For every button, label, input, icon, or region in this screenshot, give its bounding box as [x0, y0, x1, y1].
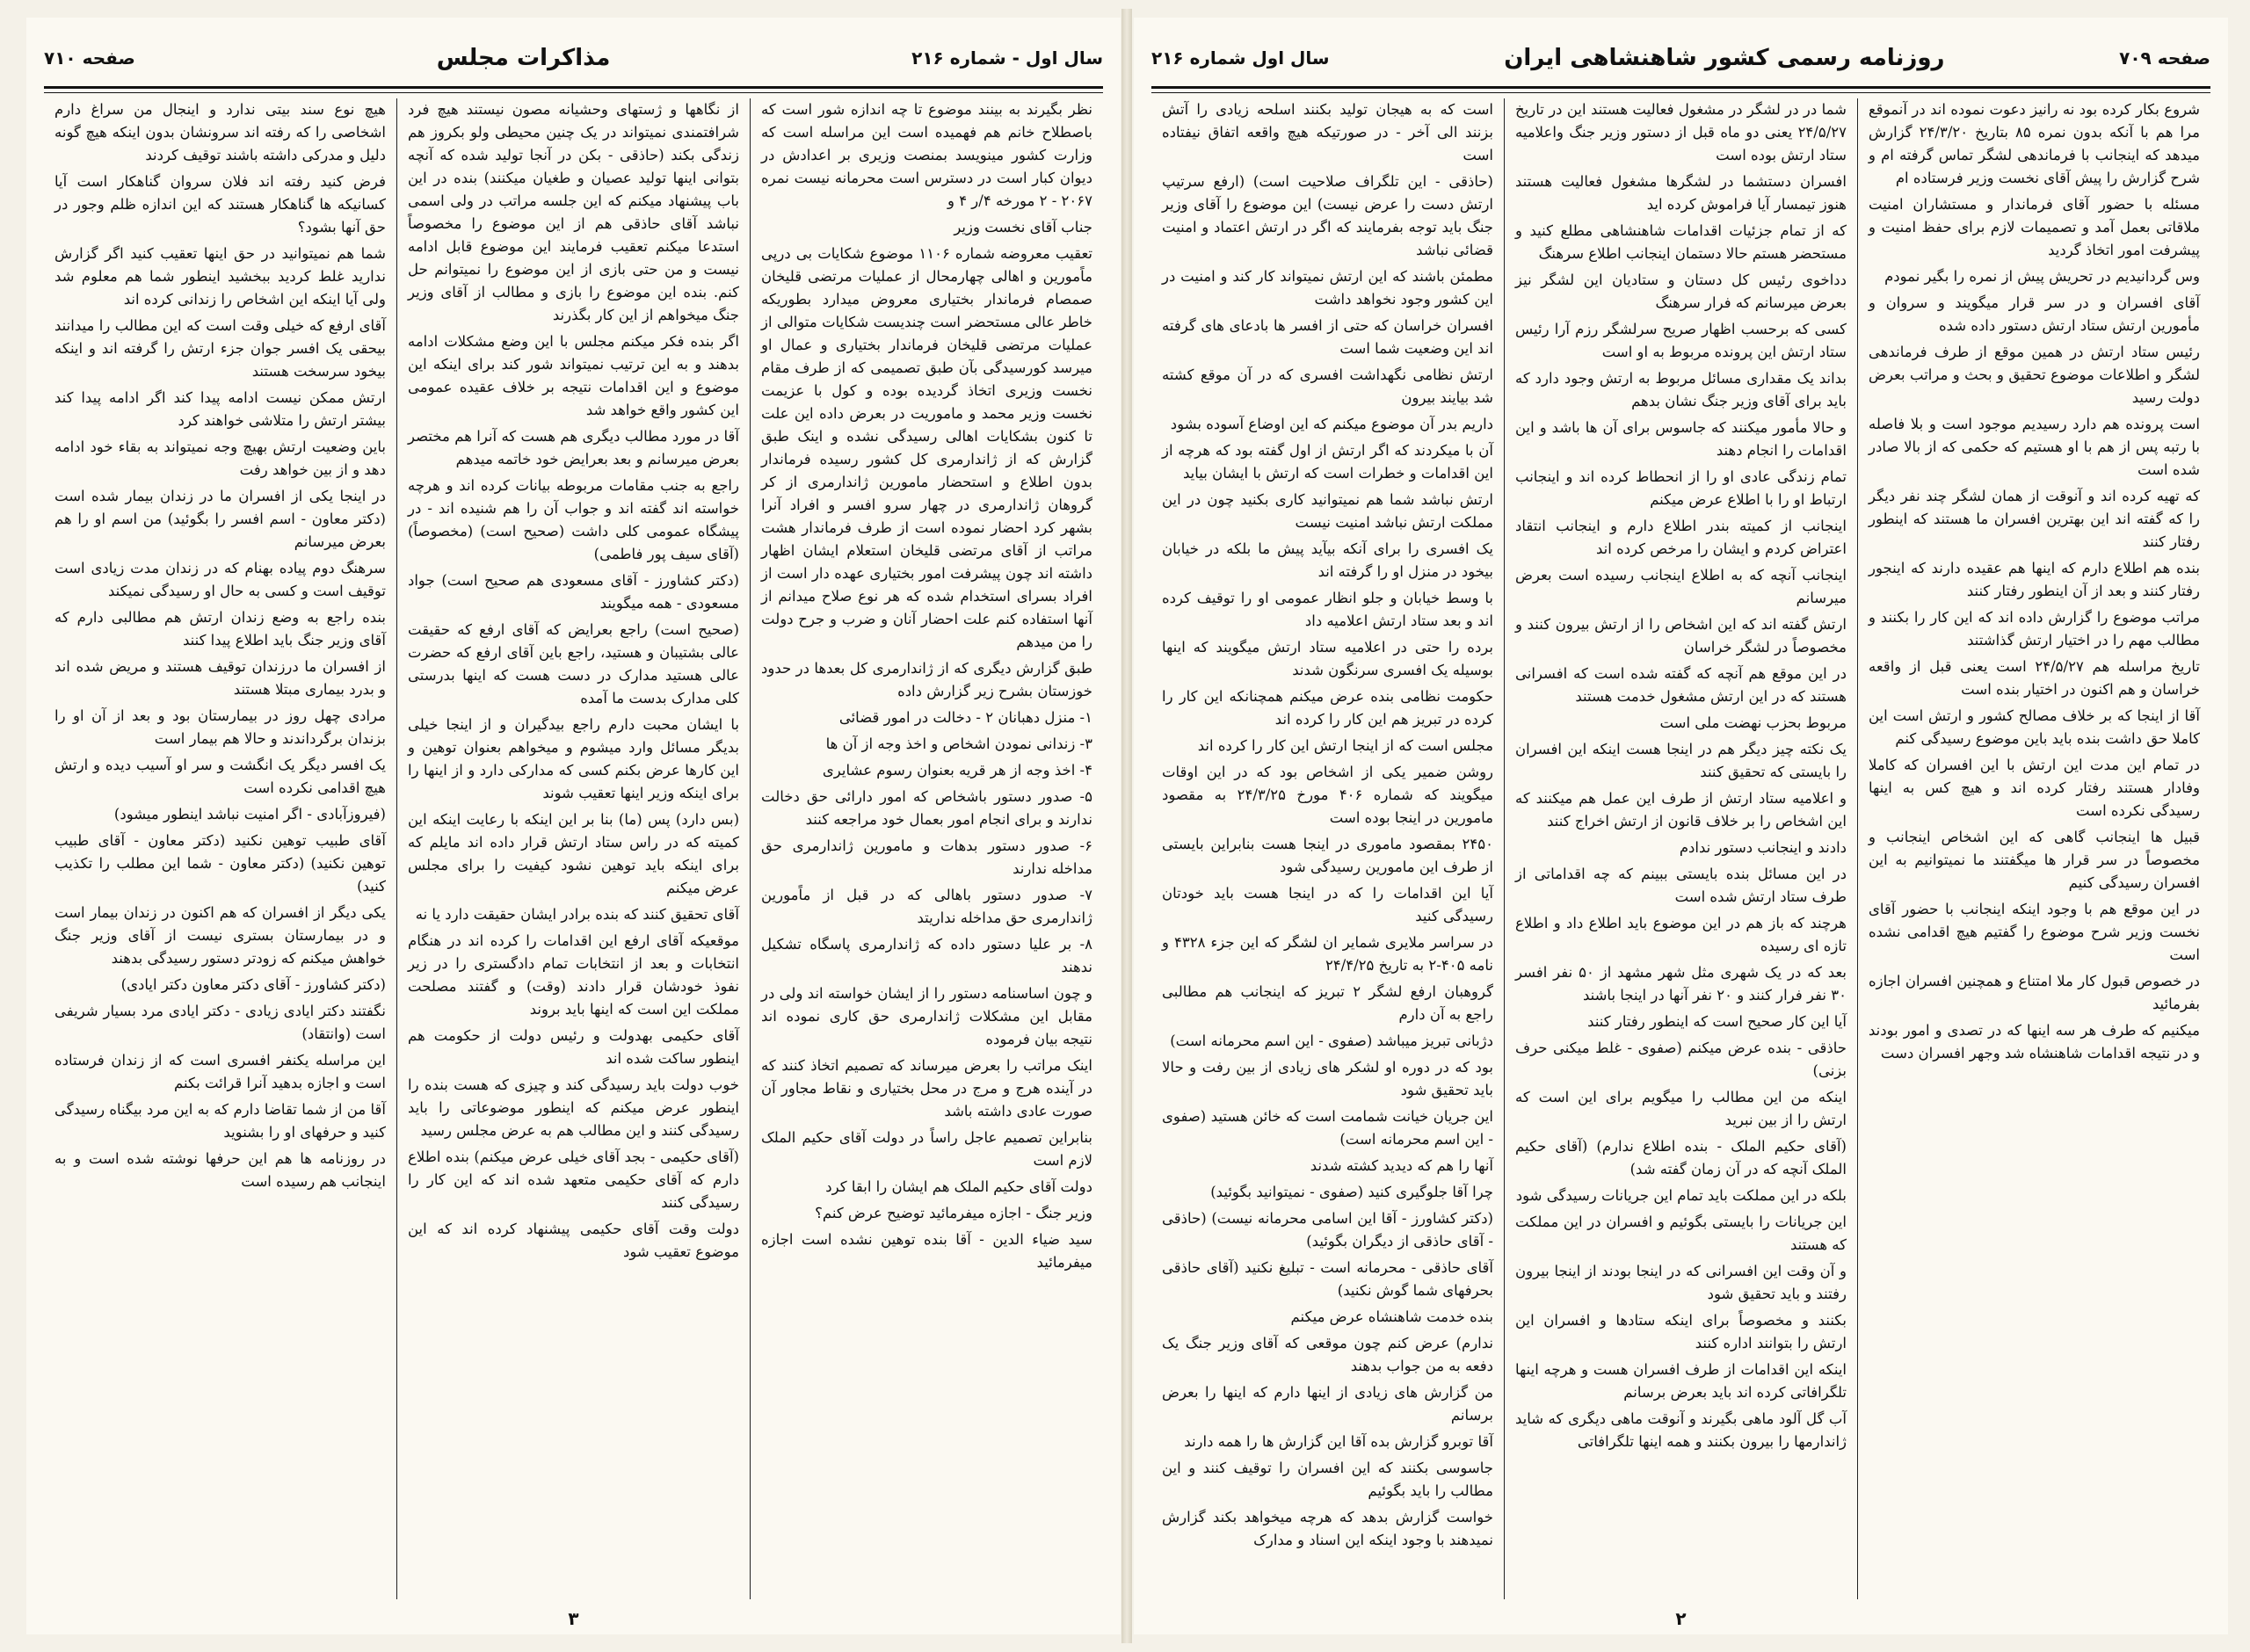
- article-paragraph: از افسران ما درزندان توقیف هستند و مریض شده اند و بدرد بیماری مبتلا هستند: [54, 658, 386, 698]
- article-paragraph: دژبانی تبریز میباشد (صفوی - این اسم محرمانه است): [1170, 1032, 1493, 1049]
- right-page-number: ۲: [1675, 1608, 1687, 1629]
- left-header-rule: [44, 86, 1103, 93]
- article-paragraph: است که به هیجان تولید بکنند اسلحه زیادی را آتش بزنند الی آخر - در صورتیکه هیچ واقعه اتفاق نیفتاده است: [1162, 101, 1493, 163]
- article-paragraph: وزیر جنگ - اجازه میفرمائید توضیح عرض کنم؟: [815, 1205, 1092, 1221]
- article-paragraph: آقا توبرو گزارش بده آقا این گزارش ها را همه دارند: [1184, 1433, 1493, 1450]
- article-paragraph: (حاذقی - این تلگراف صلاحیت است) (ارفع سرتیپ ارتش دست را عرض نیست) این موضوع را آقای وزیر جنگ باید توجه بفرمایند که اگر در ارتش اعتماد و امنیت قضائی نباشد: [1162, 173, 1493, 258]
- article-paragraph: (صحیح است) راجع بعرایض که آقای ارفع که حقیقت عالی بشتیبان و هستید، راجع باین آقای ارفع که حضرت عالی هستید مدارک در دست هست که اینها بدرستی کلی مدارک بدست ما آمده: [408, 621, 739, 706]
- article-paragraph: (دکتر کشاورز - آقای مسعودی هم صحیح است) جواد مسعودی - همه میگویند: [408, 572, 739, 612]
- article-paragraph: طبق گزارش دیگری که از ژاندارمری کل بعدها در حدود خوزستان بشرح زیر گزارش داده: [761, 660, 1092, 699]
- article-paragraph: جاسوسی بکنند که این افسران را توقیف کنند و این مطالب را باید بگوئیم: [1162, 1460, 1493, 1499]
- article-paragraph: این جریان خیانت شمامت است که خائن هستید (صفوی - این اسم محرمانه است): [1162, 1108, 1493, 1148]
- article-paragraph: (فیروزآبادی - اگر امنیت نباشد اینطور میشود): [113, 806, 386, 822]
- article-paragraph: با ایشان محبت دارم راجع بیدگیران و از اینجا خیلی بدیگر مسائل وارد میشوم و میخواهم بعنوان توهین و این کارها عرض بکنم کسی که مدارکی دارد و از اینها را برای اینکه وزیر اینها تعقیب شوند: [408, 716, 739, 801]
- left-page-column-1: [750, 98, 1103, 1599]
- article-paragraph: (دکتر کشاورز - آقا این اسامی محرمانه نیست) (حاذقی - آقای حاذقی از دیگران بگوئید): [1162, 1210, 1493, 1250]
- article-paragraph: مرادی چهل روز در بیمارستان بود و بعد از آن او را بزندان برگرداندند و حالا هم بیمار است: [54, 707, 386, 747]
- article-paragraph: راجع به جنب مقامات مربوطه بیانات کرده اند و هرچه خواسته اند گفته اند و جواب آن را هم شنیده اند - در پیشگاه عمومی کلی داشت (صحیح است) (مخصوصاً) (آقای سیف پور فاطمی): [408, 477, 739, 562]
- article-paragraph: جناب آقای نخست وزیر: [954, 219, 1092, 235]
- article-paragraph: خواست گزارش بدهد که هرچه میخواهد بکند گزارش نمیدهند با وجود اینکه این اسناد و مدارک: [1162, 1509, 1493, 1548]
- article-paragraph: دولت آقای حکیم الملک هم ایشان را ابقا کرد: [825, 1178, 1092, 1195]
- right-page: [1134, 18, 2228, 1634]
- article-paragraph: و اعلامیه ستاد ارتش از طرف این عمل هم میکنند که این اشخاص را بر خلاف قانون از ارتش اخراج کنند: [1515, 790, 1847, 830]
- article-paragraph: ۵- صدور دستور باشخاص که امور دارائی حق دخالت ندارند و برای انجام امور بعمال خود مراجعه کنند: [761, 788, 1092, 828]
- article-paragraph: که از تمام جزئیات اقدامات شاهنشاهی مطلع کنید و مستحضر هستم حالا دستمان اینجانب اطلاع سرهنگ: [1515, 222, 1847, 262]
- article-paragraph: خوب دولت باید رسیدگی کند و چیزی که هست بنده را اینطور عرض میکنم که اینطور موضوعاتی را باید رسیدگی کنند و این مطالب هم به عرض مجلس رسید: [408, 1076, 739, 1139]
- article-paragraph: این جریانات را بایستی بگوئیم و افسران در این مملکت که هستند: [1515, 1214, 1847, 1253]
- article-paragraph: بنده هم اطلاع دارم که اینها هم عقیده دارند که اینجور رفتار کنند و بعد از آن اینطور رفتار کنند: [1869, 560, 2200, 599]
- article-paragraph: از نگاهها و ژستهای وحشیانه مصون نیستند هیچ فرد شرافتمندی نمیتواند در یک چنین محیطی ولو بکروز هم زندگی بکند (حاذقی - بکن در آنجا تولید شده که آنچه بتوانی اینها تولید عصیان و طغیان میکنند) بنده در این باب پیشنهاد میکنم که این جلسه مراتب در ولی اسمی نباشد آقای حاذقی هم از این موضوع را مخصوصاً استدعا میکنم تعقیب فرمایند این موضوع قابل ادامه نیست و من حتی بازی از این موضوع را نمیتوانم حل کنم. بنده این موضوع را بازی و مطالب از آقای وزیر جنگ میخواهم از این کار بگذرند: [408, 101, 739, 323]
- article-paragraph: حکومت نظامی بنده عرض میکنم همچنانکه این کار را کرده در تبریز هم این کار را کرده اند: [1162, 688, 1493, 728]
- page-gutter: [1121, 9, 1132, 1643]
- right-page-column-3: [1151, 98, 1504, 1599]
- article-paragraph: ۴- اخذ وجه از هر قریه بعنوان رسوم عشایری: [822, 762, 1092, 779]
- right-page-columns: [1151, 98, 2210, 1599]
- article-paragraph: یک افسر دیگر یک انگشت و سر او آسیب دیده و ارتش هیچ اقدامی نکرده است: [54, 757, 386, 796]
- article-paragraph: بنده راجع به وضع زندان ارتش هم مطالبی دارم که آقای وزیر جنگ باید اطلاع پیدا کنند: [54, 609, 386, 648]
- article-paragraph: آقا از اینجا که بر خلاف مصالح کشور و ارتش است این کاملا حق داشت بنده باید باین موضوع رسیدگی کنم: [1869, 707, 2200, 747]
- right-page-header: [1151, 33, 2210, 83]
- article-paragraph: آقای حاذقی - محرمانه است - تبلیغ نکنید (آقای حاذقی بحرفهای شما گوش نکنید): [1162, 1259, 1493, 1299]
- article-paragraph: من گزارش های زیادی از اینها دارم که اینها را بعرض برسانم: [1162, 1384, 1493, 1424]
- article-paragraph: اینجانب از کمیته بندر اطلاع دارم و اینجانب انتقاد اعتراض کردم و ایشان را مرخص کرده اند: [1515, 518, 1847, 557]
- article-paragraph: بکنند و مخصوصاً برای اینکه ستادها و افسران این ارتش را بتوانند اداره کنند: [1515, 1312, 1847, 1351]
- left-page-title: مذاکرات مجلس: [436, 45, 611, 71]
- article-paragraph: این مراسله یکنفر افسری است که از زندان فرستاده است و اجازه بدهید آنرا قرائت بکنم: [54, 1052, 386, 1091]
- article-paragraph: ارتش ممکن نیست ادامه پیدا کند اگر ادامه پیدا کند بیشتر ارتش را متلاشی خواهند کرد: [54, 389, 386, 429]
- article-paragraph: اگر بنده فکر میکنم مجلس با این وضع مشکلات ادامه بدهند و به این ترتیب نمیتواند شور کند برای اینکه این موضوع و این اقدامات نتیجه بر خلاف عقیده عمومی این کشور واقع خواهد شد: [408, 333, 739, 418]
- article-paragraph: تمام زندگی عادی او را از انحطاط کرده اند و اینجانب ارتباط او را با اطلاع عرض میکنم: [1515, 468, 1847, 508]
- article-paragraph: اینکه من این مطالب را میگویم برای این است که ارتش را از بین نبرید: [1515, 1089, 1847, 1128]
- article-paragraph: کسی که برحسب اظهار صریح سرلشگر رزم آرا رئیس ستاد ارتش این پرونده مربوط به او است: [1515, 321, 1847, 360]
- left-page-column-2: [396, 98, 750, 1599]
- article-paragraph: است پرونده هم دارد رسیدیم موجود است و بلا فاصله با رتبه پس از هم با او هستیم که حکمی که از بالا صادر شده است: [1869, 416, 2200, 478]
- left-page-columns: [44, 98, 1103, 1599]
- article-paragraph: ۷- صدور دستور باهالی که در قبل از ماًمورین ژاندارمری حق مداخله نداریتد: [761, 887, 1092, 926]
- article-paragraph: در این موقع هم آنچه که گفته شده است که افسرانی هستند که در این ارتش مشغول خدمت هستند: [1515, 665, 1847, 705]
- article-paragraph: مسئله با حضور آقای فرماندار و مستشاران امنیت ملاقاتی بعمل آمد و تصمیمات لازم برای حفظ امنیت و پیشرفت امور اتخاذ گردید: [1869, 196, 2200, 258]
- article-paragraph: که تهیه کرده اند و آنوقت از همان لشگر چند نفر دیگر را که گفته اند این بهترین افسران ما هستند که اینطور رفتار کنند: [1869, 488, 2200, 550]
- article-paragraph: (آقای حکیمی - بجد آقای خیلی عرض میکنم) بنده اطلاع دارم که آقای حکیمی متعهد شده اند که این کار را رسیدگی کنند: [408, 1148, 739, 1211]
- article-paragraph: مربوط بحزب نهضت ملی است: [1659, 714, 1847, 731]
- article-paragraph: در خصوص قبول کار ملا امتناع و همچنین افسران اجازه بفرمائید: [1869, 973, 2200, 1012]
- article-paragraph: مجلس است که از اینجا ارتش این کار را کرده اند: [1197, 737, 1493, 754]
- article-paragraph: تاریخ مراسله هم ۲۴/۵/۲۷ است یعنی قبل از واقعه خراسان و هم اکنون در اختیار بنده است: [1869, 658, 2200, 698]
- article-paragraph: ۳- زندانی نمودن اشخاص و اخذ وجه از آن ها: [825, 735, 1092, 752]
- article-paragraph: و چون اساسنامه دستور را از ایشان خواسته اند ولی در مقابل این مشکلات ژاندارمری حق کاری نموده اند نتیجه بیان فرموده: [761, 985, 1092, 1047]
- right-page-column-2: [1504, 98, 1857, 1599]
- article-paragraph: در این موقع هم با وجود اینکه اینجانب با حضور آقای نخست وزیر شرح موضوع را گفتیم هیچ اقدامی نشده است: [1869, 901, 2200, 963]
- article-paragraph: مطمئن باشند که این ارتش نمیتواند کار کند و امنیت در این کشور وجود نخواهد داشت: [1162, 268, 1493, 308]
- article-paragraph: ارتش نباشد شما هم نمیتوانید کاری بکنید چون در این مملکت ارتش نباشد امنیت نیست: [1162, 491, 1493, 531]
- right-header-rule: [1151, 86, 2210, 93]
- article-paragraph: حاذقی - بنده عرض میکنم (صفوی - غلط میکنی حرف بزنی): [1515, 1040, 1847, 1079]
- left-page-header: [44, 33, 1103, 83]
- article-paragraph: و آن وقت این افسرانی که در اینجا بودند از اینجا بیرون رفتند و باید تحقیق شود: [1515, 1263, 1847, 1302]
- article-paragraph: اینجانب آنچه که به اطلاع اینجانب رسیده است بعرض میرسانم: [1515, 567, 1847, 606]
- article-paragraph: ارتش گفته اند که این اشخاص را از ارتش بیرون کنند و مخصوصاً در لشگر خراسان: [1515, 616, 1847, 656]
- article-paragraph: هیچ نوع سند بیتی ندارد و اینجال من سراغ دارم اشخاصی را که رفته اند سرونشان بدون اینکه هیچ گونه دلیل و مدرکی داشته باشند توقیف کردند: [54, 101, 386, 163]
- article-paragraph: آنها را هم که دیدید کشته شدند: [1310, 1157, 1493, 1174]
- article-paragraph: میکنیم که طرف هر سه اینها که در تصدی و امور بودند و در نتیجه اقدامات شاهنشاه شد وجهر افسران دست: [1869, 1022, 2200, 1061]
- article-paragraph: قبیل ها اینجانب گاهی که این اشخاص اینجانب و مخصوصاً در سر قرار ها میگفتند ما نمیتوانیم به این افسران رسیدگی کنیم: [1869, 829, 2200, 891]
- article-paragraph: هرچند که باز هم در این موضوع باید اطلاع داد و اطلاع تازه ای رسیده: [1515, 915, 1847, 954]
- article-paragraph: آقای ارفع که خیلی وقت است که این مطالب را میدانند بیحقی یک افسر جوان جزء ارتش را گرفته اند و اینکه بیخود سرسخت هستند: [54, 317, 386, 380]
- left-page: [26, 18, 1121, 1634]
- article-paragraph: ۶- صدور دستور بدهات و مامورین ژاندارمری حق مداخله ندارند: [761, 837, 1092, 877]
- article-paragraph: ارتش نظامی نگهداشت افسری که در آن موقع کشته شد بیایند بیرون: [1162, 366, 1493, 406]
- article-paragraph: ۲۴۵۰ بمقصود ماموری در اینجا هست بنابراین بایستی از طرف این مامورین رسیدگی شود: [1162, 836, 1493, 875]
- article-paragraph: آیا این کار صحیح است که اینطور رفتار کنند: [1587, 1013, 1847, 1030]
- article-paragraph: در تمام این مدت این ارتش با این افسران که کاملا وفادار هستند رفتار کرده اند و هیچ کس به اینها رسیدگی نکرده است: [1869, 757, 2200, 819]
- left-page-column-3: [44, 98, 396, 1599]
- article-paragraph: افسران دستشما در لشگرها مشغول فعالیت هستند هنوز تیمسار آیا فراموش کرده اید: [1515, 173, 1847, 213]
- right-page-column-1: [1857, 98, 2210, 1599]
- article-paragraph: آقای حکیمی بهدولت و رئیس دولت از حکومت هم اینطور ساکت شده اند: [408, 1027, 739, 1067]
- article-paragraph: بنده خدمت شاهنشاه عرض میکنم: [1290, 1308, 1493, 1325]
- article-paragraph: یکی دیگر از افسران که هم اکنون در زندان بیمار است و در بیمارستان بستری نیست از آقای وزیر جنگ خواهش میکنم که زودتر دستور رسیدگی بدهند: [54, 904, 386, 967]
- right-page-title: روزنامه رسمی کشور شاهنشاهی ایران: [1504, 45, 1945, 71]
- article-paragraph: شروع بکار کرده بود نه رانیز دعوت نموده اند در آنموقع مرا هم با آنکه بدون نمره ۸۵ بتاریخ ۲۴/۳/۲۰ گزارش میدهد که اینجانب با فرماندهی لشگر تماس گرفته ام و شرح گزارش را پیش آقای نخست وزیر فرستاده ام: [1869, 101, 2200, 186]
- article-paragraph: یک افسری را برای آنکه بیآید پیش ما بلکه در خیابان بیخود در منزل او را گرفته اند: [1162, 540, 1493, 580]
- article-paragraph: چرا آقا جلوگیری کنید (صفوی - نمیتوانید بگوئید): [1210, 1184, 1493, 1200]
- article-paragraph: تعقیب معروضه شماره ۱۱۰۶ موضوع شکایات بی درپی ماًمورین و اهالی چهارمحال از عملیات مرتضی قلیخان صمصام فرماندار بختیاری معروض میدارد بطوریکه خاطر عالی مستحضر است چندیست شکایات متوالی از عملیات مرتضی قلیخان فرماندار بختیاری و عمال او میرسد کورسیدگی بآن طبق تصمیمی که از طرف مقام نخست وزیری اتخاذ گردیده بوده و کول با عزیمت نخست وزیر محمد و ماموریت در بعرض داده این علت تا کنون بشکایات اهالی رسیدگی نشده و اینک طبق گزارش که از ژاندارمری کل کشور رسیده فرماندار بدون اطلاع و استحضار مامورین ژاندارمری از کر گروهان ژاندارمری در چهار سرو افسر و افراد آنرا بشهر کرد احضار نموده است از طرف فرماندار هشت مراتب از آقای مرتضی قلیخان استعلام ایشان اظهار داشته اند چون پیشرفت امور بختیاری عهده دار است از افراد بسرای استخدام شده که هر نوع صلاح میدانم از آنها استفاده کنم علت احضار آنان و ضرب و جرح دولت را من میدهم: [761, 245, 1092, 650]
- article-paragraph: مراتب موضوع را گزارش داده اند که این کار را بکنند و مطالب مهم را در اختیار ارتش گذاشتند: [1869, 609, 2200, 648]
- article-paragraph: روشن ضمیر یکی از اشخاص بود که در این اوقات میگویند که شماره ۴۰۶ مورخ ۲۴/۳/۲۵ به مقصود مامورین در اینجا بوده است: [1162, 764, 1493, 826]
- article-paragraph: ۱- منزل دهبانان ۲ - دخالت در امور قضائی: [838, 709, 1092, 726]
- article-paragraph: با وسط خیابان و جلو انظار عمومی او را توقیف کرده اند و بعد ستاد ارتش اعلامیه داد: [1162, 590, 1493, 629]
- article-paragraph: بعد که در یک شهری مثل شهر مشهد از ۵۰ نفر افسر ۳۰ نفر فرار کنند و ۲۰ نفر آنها در اینجا باشند: [1515, 964, 1847, 1004]
- article-paragraph: اینک مراتب را بعرض میرساند که تصمیم اتخاذ کنند که در آینده هرج و مرج در محل بختیاری و نقاط مجاور آن صورت عادی داشته باشد: [761, 1057, 1092, 1119]
- article-paragraph: داریم بدر آن موضوع میکنم که این اوضاع آسوده بشود: [1170, 416, 1493, 432]
- left-page-issue: سال اول - شماره ۲۱۶: [911, 47, 1103, 69]
- article-paragraph: بلکه در این مملکت باید تمام این جریانات رسیدگی شود: [1515, 1187, 1847, 1204]
- article-paragraph: (دکتر کشاورز - آقای دکتر معاون دکتر ایادی): [120, 976, 386, 993]
- left-page-number: ۳: [568, 1608, 579, 1629]
- article-paragraph: آقای طبیب توهین نکنید (دکتر معاون - آقای طبیب توهین نکنید) (دکتر معاون - شما این مطلب را تکذیب کنید): [54, 832, 386, 895]
- article-paragraph: فرض کنید رفته اند فلان سروان گناهکار است آیا کسانیکه ها گناهکار هستند که این اندازه ظلم وجور در حق آنها بشود؟: [54, 173, 386, 235]
- article-paragraph: موقعیکه آقای ارفع این اقدامات را کرده اند در هنگام انتخابات و بعد از انتخابات تمام دادگستری را در زیر نفوذ خودشان قرار دادند (وقت) و گفتند مصلحت مملکت این است که اینها باید بروند: [408, 932, 739, 1018]
- right-page-label: صفحه ۷۰۹: [2119, 47, 2210, 69]
- article-paragraph: آیا این اقدامات را که در اینجا هست باید خودتان رسیدگی کنید: [1162, 885, 1493, 924]
- article-paragraph: اینکه این اقدامات از طرف افسران هست و هرچه اینها تلگرافاتی کرده اند باید بعرض برسانم: [1515, 1361, 1847, 1401]
- article-paragraph: بود که در دوره او لشکر های زیادی از بین رفت و حالا باید تحقیق شود: [1162, 1059, 1493, 1098]
- article-paragraph: برده را حتی در اعلامیه ستاد ارتش میگویند که اینها بوسیله یک افسری سرنگون شدند: [1162, 639, 1493, 678]
- article-paragraph: در سراسر ملایری شمایر ان لشگر که این جزء ۴۳۲۸ و نامه ۴۰۵-۲ به تاریخ ۲۴/۴/۲۵: [1162, 934, 1493, 974]
- article-paragraph: در اینجا یکی از افسران ما در زندان بیمار شده است (دکتر معاون - اسم افسر را بگوئید) من اسم او را هم بعرض میرسانم: [54, 488, 386, 550]
- article-paragraph: (بس دارد) پس (ما) بنا بر این اینکه با رعایت اینکه این کمیته که در راس ستاد ارتش قرار داده اند مایلم که برای اینکه باید توهین نشود کیفیت را برای مجلس عرض میکنم: [408, 811, 739, 896]
- article-paragraph: دداخوی رئیس کل دستان و ستادیان این لشگر نیز بعرض میرسانم که فرار سرهنگ: [1515, 272, 1847, 311]
- article-paragraph: نگفتند دکتر ایادی زیادی - دکتر ایادی مرد بسیار شریفی است (وانتقاد): [54, 1003, 386, 1042]
- article-paragraph: افسران خراسان که حتی از افسر ها بادعای های گرفته اند این وضعیت شما است: [1162, 317, 1493, 357]
- article-paragraph: یک نکته چیز دیگر هم در اینجا هست اینکه این افسران را بایستی که تحقیق کنند: [1515, 741, 1847, 780]
- article-paragraph: بنابراین تصمیم عاجل راساً در دولت آقای حکیم الملک لازم است: [761, 1129, 1092, 1169]
- article-paragraph: گروهبان ارفع لشگر ۲ تبریز که اینجانب هم مطالبی راجع به آن دارم: [1162, 983, 1493, 1023]
- article-paragraph: دادند و اینجانب دستور ندادم: [1679, 839, 1847, 856]
- article-paragraph: و حالا مأمور میکنند که جاسوس برای آن ها باشد و این اقدامات را انجام دهند: [1515, 419, 1847, 459]
- right-page-issue: سال اول شماره ۲۱۶: [1151, 47, 1330, 69]
- article-paragraph: شما در در لشگر در مشغول فعالیت هستند این در تاریخ ۲۴/۵/۲۷ یعنی دو ماه قبل از دستور وزیر جنگ واعلامیه ستاد ارتش بوده است: [1515, 101, 1847, 163]
- article-paragraph: دولت وقت آقای حکیمی پیشنهاد کرده اند که این موضوع تعقیب شود: [408, 1221, 739, 1260]
- article-paragraph: بداند یک مقداری مسائل مربوط به ارتش وجود دارد که باید برای آقای وزیر جنگ نشان بدهم: [1515, 370, 1847, 409]
- article-paragraph: آقا در مورد مطالب دیگری هم هست که آنرا هم مختصر بعرض میرسانم و بعد بعرایض خود خاتمه میدهم: [408, 428, 739, 467]
- article-paragraph: آقا من از شما تقاضا دارم که به این مرد بیگناه رسیدگی کنید و حرفهای او را بشنوید: [54, 1101, 386, 1141]
- article-paragraph: آن با میکردند که اگر ارتش از اول گفته بود که هرچه از این اقدامات و خطرات است که ارتش با ایشان بیاید: [1162, 442, 1493, 482]
- article-paragraph: باین وضعیت ارتش بهیچ وجه نمیتواند به بقاء خود ادامه دهد و از بین خواهد رفت: [54, 438, 386, 478]
- article-paragraph: ۸- بر علیا دستور داده که ژاندارمری پاسگاه تشکیل ندهند: [761, 936, 1092, 975]
- article-paragraph: آقای تحقیق کنند که بنده برادر ایشان حقیقت دارد یا نه: [415, 906, 739, 923]
- article-paragraph: سید ضیاء الدین - آقا بنده توهین نشده است اجازه میفرمائید: [761, 1231, 1092, 1271]
- article-paragraph: آقای افسران و در سر قرار میگویند و سروان و مأمورین ارتش ستاد ارتش دستور داده شده: [1869, 294, 2200, 334]
- article-paragraph: وس گردانیدیم در تحریش پیش از نمره را بگیر نمودم: [1884, 268, 2200, 285]
- article-paragraph: در روزنامه ها هم این حرفها نوشته شده است و به اینجانب هم رسیده است: [54, 1150, 386, 1190]
- article-paragraph: ندارم) عرض کنم چون موقعی که آقای وزیر جنگ یک دفعه به من جواب بدهند: [1162, 1335, 1493, 1374]
- article-paragraph: شما هم نمیتوانید در حق اینها تعقیب کنید اگر گزارش ندارید غلط کردید ببخشید اینطور شما هم معلوم شد ولی آیا اینکه این اشخاص را زندانی کرده اند: [54, 245, 386, 308]
- article-paragraph: آب گل آلود ماهی بگیرند و آنوقت ماهی دیگری که شاید ژاندارمها را بیرون بکنند و همه اینها تلگرافاتی: [1515, 1410, 1847, 1450]
- article-paragraph: رئیس ستاد ارتش در همین موقع از طرف فرماندهی لشگر و اطلاعات موضوع تحقیق و بحث و مراتب بعرض دولت رسید: [1869, 344, 2200, 406]
- article-paragraph: (آقای حکیم الملک - بنده اطلاع ندارم) (آقای حکیم الملک آنچه که در آن زمان گفته شد): [1515, 1138, 1847, 1177]
- left-page-label: صفحه ۷۱۰: [44, 47, 135, 69]
- article-paragraph: نظر بگیرند به بینند موضوع تا چه اندازه شور است که باصطلاح خانم هم فهمیده است این مراسله است که وزارت کشور مینویسد بمنصت وزیری بر اعدادش در دیوان کبار است در دسترس است محرمانه نیست نمره ۲۰۶۷ - ۲ مورخه ۴/ر ۴ و: [761, 101, 1092, 209]
- article-paragraph: در این مسائل بنده بایستی ببینم که چه اقداماتی از طرف ستاد ارتش شده است: [1515, 866, 1847, 905]
- article-paragraph: سرهنگ دوم پیاده بهنام که در زندان مدت زیادی است توقیف است و کسی به حال او رسیدگی نمیکند: [54, 560, 386, 599]
